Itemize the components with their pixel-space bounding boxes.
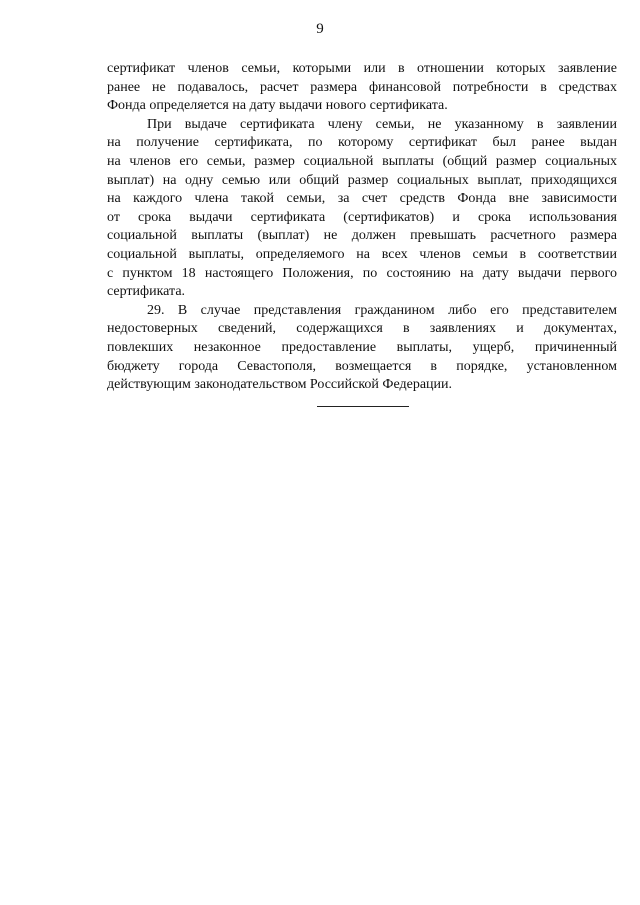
text-line: от срока выдачи сертификата (сертификатов) и срока использования bbox=[107, 209, 617, 225]
text-line: с пунктом 18 настоящего Положения, по состоянию на дату выдачи первого bbox=[107, 265, 617, 281]
page-number: 9 bbox=[316, 21, 324, 37]
text-line: недостоверных сведений, содержащихся в заявлениях и документах, bbox=[107, 321, 617, 337]
text-line: на каждого члена такой семьи, за счет средств Фонда вне зависимости bbox=[107, 191, 617, 207]
paragraph-certificate-family-member bbox=[107, 116, 617, 302]
text-line: социальной выплаты (выплат) не должен превышать расчетного размера bbox=[107, 228, 617, 244]
text-line: 29. В случае представления гражданином либо его представителем bbox=[147, 302, 617, 318]
text-line: сертификат членов семьи, которыми или в отношении которых заявление bbox=[107, 61, 617, 76]
text-line: Фонда определяется на дату выдачи нового сертификата. bbox=[107, 98, 448, 114]
text-line: ранее не подавалось, расчет размера финансовой потребности в средствах bbox=[107, 79, 617, 95]
text-line: повлекших незаконное предоставление выплаты, ущерб, причиненный bbox=[107, 339, 617, 355]
text-line: на получение сертификата, по которому сертификат был ранее выдан bbox=[107, 135, 617, 151]
end-of-document-separator bbox=[317, 406, 409, 407]
text-line: социальной выплаты, определяемого на всех членов семьи в соответствии bbox=[107, 246, 617, 262]
paragraph-continuation bbox=[107, 60, 617, 116]
document-body bbox=[107, 60, 617, 395]
text-line: выплат) на одну семью или общий размер социальных выплат, приходящихся bbox=[107, 172, 617, 188]
paragraph-item-29 bbox=[107, 302, 617, 395]
text-line: При выдаче сертификата члену семьи, не указанному в заявлении bbox=[147, 116, 617, 132]
text-line: на членов его семьи, размер социальной выплаты (общий размер социальных bbox=[107, 153, 617, 169]
text-line: бюджету города Севастополя, возмещается в порядке, установленном bbox=[107, 358, 617, 374]
text-line: действующим законодательством Российской Федерации. bbox=[107, 377, 453, 393]
text-line: сертификата. bbox=[107, 284, 186, 300]
